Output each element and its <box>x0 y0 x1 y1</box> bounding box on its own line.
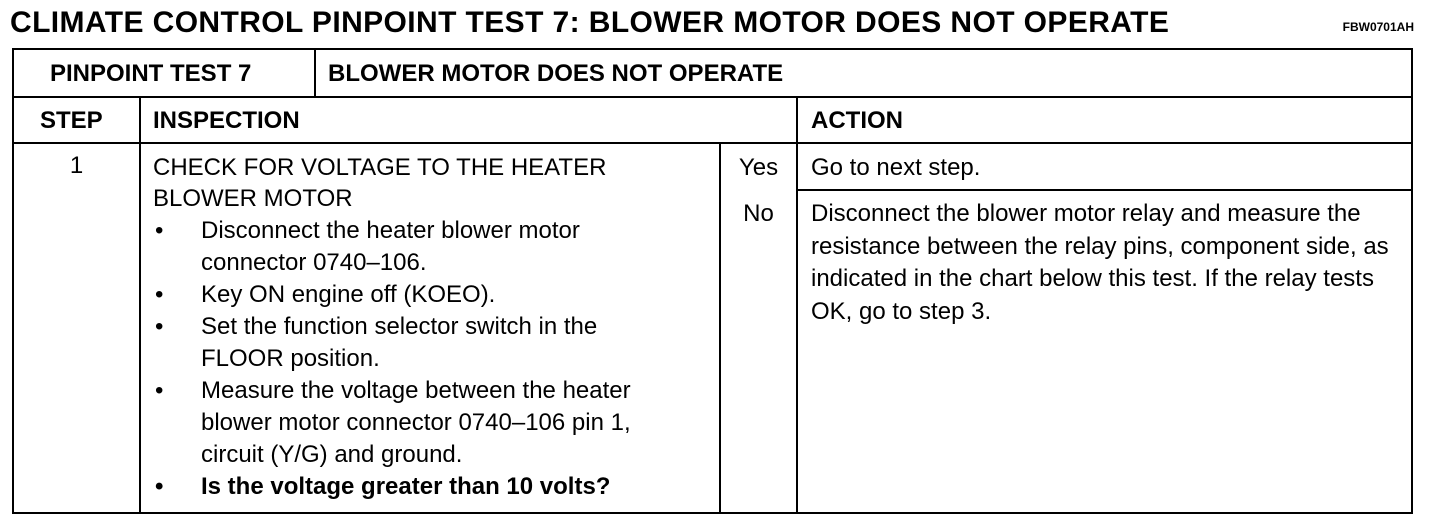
check-heading-line2: BLOWER MOTOR <box>153 185 353 212</box>
pinpoint-test-table <box>12 48 1413 514</box>
test-name: BLOWER MOTOR DOES NOT OPERATE <box>328 60 784 87</box>
inspection-steps-list <box>153 215 673 503</box>
figure-reference-code: FBW0701AH <box>1342 20 1414 34</box>
yes-label: Yes <box>738 154 779 181</box>
inspection-cell <box>153 152 713 503</box>
row-divider <box>796 189 1411 191</box>
yes-action: Go to next step. <box>811 154 981 181</box>
action-column-header: ACTION <box>811 107 903 134</box>
no-label: No <box>743 200 774 227</box>
inspection-step: • Set the function selector switch in the FLOOR position. <box>153 311 673 375</box>
page-title: CLIMATE CONTROL PINPOINT TEST 7: BLOWER MOTOR DOES NOT OPERATE <box>10 6 1170 39</box>
inspection-question: • Is the voltage greater than 10 volts? <box>153 471 673 503</box>
row-divider <box>14 96 1411 98</box>
step-number: 1 <box>69 152 84 179</box>
column-divider <box>139 96 141 512</box>
inspection-column-header: INSPECTION <box>153 107 300 134</box>
no-action: Disconnect the blower motor relay and measure the resistance between the relay pins, component side, as indicated in the chart below this test. If the relay tests OK, go to step 3. <box>811 200 1389 325</box>
inspection-step: • Disconnect the heater blower motor connector 0740–106. <box>153 215 673 279</box>
inspection-step: • Key ON engine off (KOEO). <box>153 279 673 311</box>
column-divider <box>314 50 316 96</box>
inspection-step: • Measure the voltage between the heater blower motor connector 0740–106 pin 1, circuit (Y/G) and ground. <box>153 375 673 471</box>
row-divider <box>14 142 1411 144</box>
column-divider <box>796 96 798 512</box>
check-heading-line1: CHECK FOR VOLTAGE TO THE HEATER <box>153 154 607 181</box>
test-number-label: PINPOINT TEST 7 <box>50 60 252 87</box>
step-column-header: STEP <box>40 107 103 134</box>
